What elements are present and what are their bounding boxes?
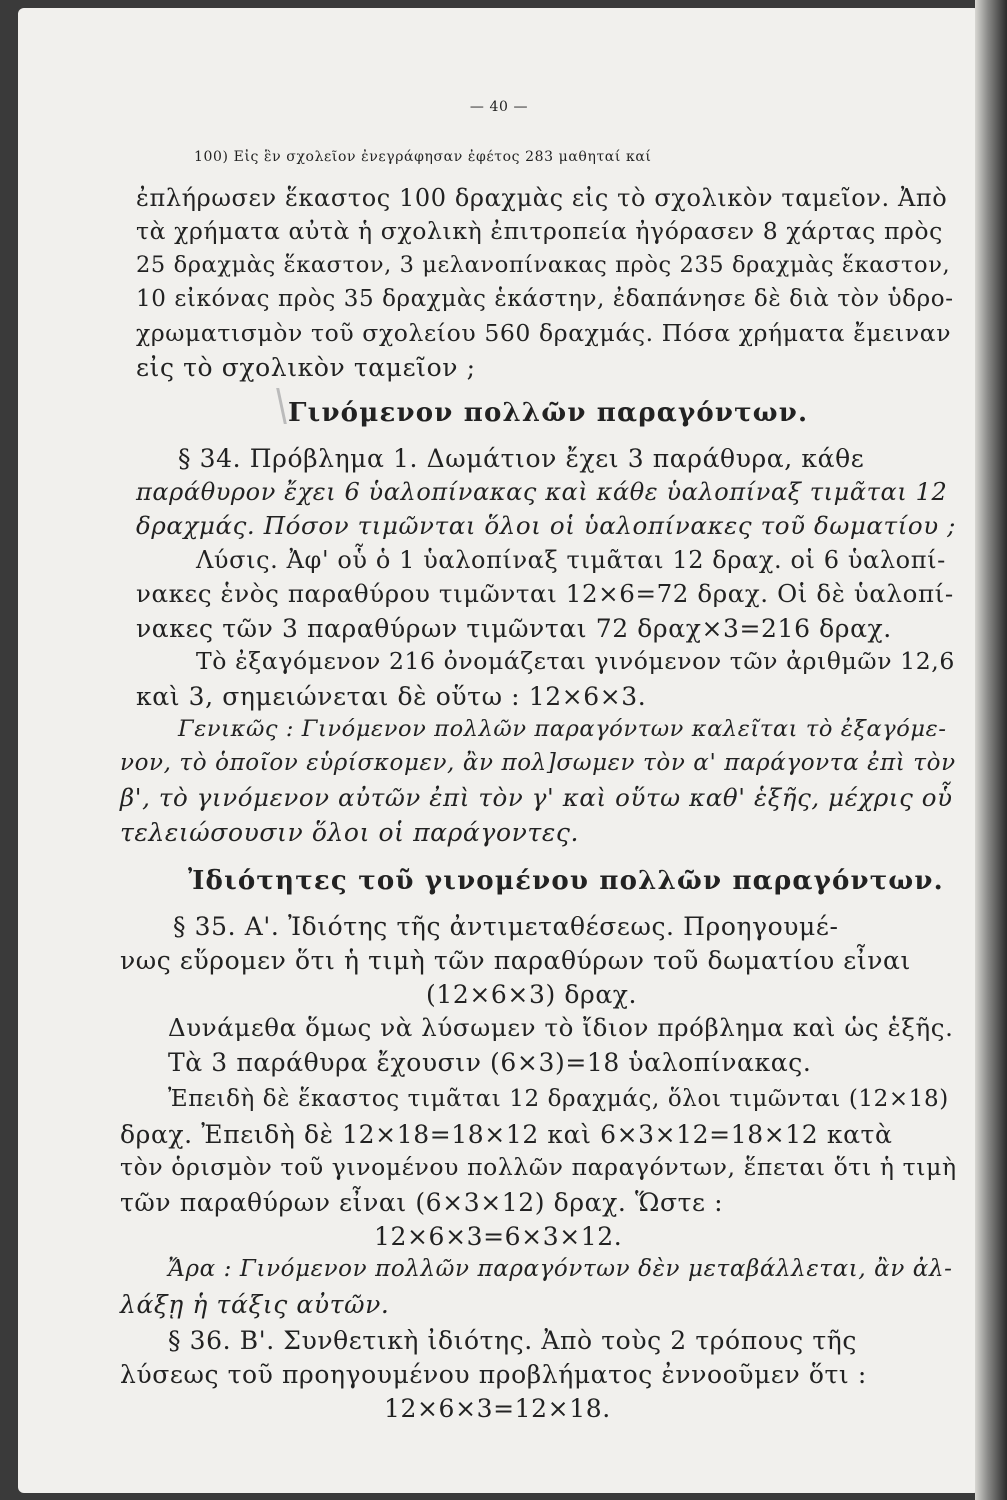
definition-line: Γενικῶς : Γινόμενον πολλῶν παραγόντων καλεῖται τὸ ἐξαγόμε- [178, 716, 947, 742]
text-line: λύσεως τοῦ προηγουμένου προβλήματος ἐννοοῦμεν ὅτι : [120, 1360, 867, 1389]
definition-line: β', τὸ γινόμενον αὐτῶν ἐπὶ τὸν γ' καὶ οὕτω καθ' ἑξῆς, μέχρις οὗ [120, 783, 953, 812]
rule-line: λάξῃ ἡ τάξις αὐτῶν. [120, 1290, 390, 1319]
formula-line: 12×6×3=12×18. [384, 1394, 611, 1423]
text-line: νακες τῶν 3 παραθύρων τιμῶνται 72 δραχ×3=216 δραχ. [136, 614, 892, 643]
text-line: 100) Εἰς ἓν σχολεῖον ἐνεγράφησαν ἐφέτος 283 μαθηταί καί [194, 149, 652, 165]
section-heading: Ἰδιότητες τοῦ γινομένου πολλῶν παραγόντων. [188, 866, 944, 896]
text-line: δραχ. Ἐπειδὴ δὲ 12×18=18×12 καὶ 6×3×12=18×12 κατὰ [120, 1120, 893, 1149]
definition-line: νον, τὸ ὁποῖον εὑρίσκομεν, ἂν πολ]σωμεν τὸν α' παράγοντα ἐπὶ τὸν [120, 750, 956, 776]
rule-line: Ἄρα : Γινόμενον πολλῶν παραγόντων δὲν μεταβάλλεται, ἂν ἀλ- [168, 1256, 953, 1282]
text-line: Τὰ 3 παράθυρα ἔχουσιν (6×3)=18 ὑαλοπίνακας. [168, 1048, 812, 1077]
text-line: 10 εἰκόνας πρὸς 35 δραχμὰς ἑκάστην, ἐδαπάνησε δὲ διὰ τὸν ὑδρο- [136, 286, 954, 312]
text-line: Λύσις. Ἀφ' οὗ ὁ 1 ὑαλοπίναξ τιμᾶται 12 δραχ. οἱ 6 ὑαλοπί- [196, 546, 946, 574]
text-line: τῶν παραθύρων εἶναι (6×3×12) δραχ. Ὥστε : [120, 1188, 724, 1217]
text-line: ἐπλήρωσεν ἕκαστος 100 δραχμὰς εἰς τὸ σχολικὸν ταμεῖον. Ἀπὸ [136, 184, 948, 212]
text-line: 25 δραχμὰς ἕκαστον, 3 μελανοπίνακας πρὸς 235 δραχμὰς ἕκαστον, [136, 252, 951, 278]
text-line: καὶ 3, σημειώνεται δὲ οὕτω : 12×6×3. [136, 682, 647, 711]
section-paragraph: § 36. Β'. Συνθετικὴ ἰδιότης. Ἀπὸ τοὺς 2 τρόπους τῆς [168, 1326, 857, 1355]
formula-line: (12×6×3) δραχ. [426, 980, 638, 1009]
binding-edge [975, 0, 1007, 1500]
text-line: νως εὕρομεν ὅτι ἡ τιμὴ τῶν παραθύρων τοῦ δωματίου εἶναι [120, 946, 911, 975]
text-line: Τὸ ἐξαγόμενον 216 ὀνομάζεται γινόμενον τῶν ἀριθμῶν 12,6 [196, 647, 955, 675]
text-line: νακες ἑνὸς παραθύρου τιμῶνται 12×6=72 δραχ. Οἱ δὲ ὑαλοπί- [136, 579, 954, 608]
section-paragraph: § 35. Α'. Ἰδιότης τῆς ἀντιμεταθέσεως. Προηγουμέ- [173, 912, 839, 941]
book-page [18, 8, 980, 1493]
definition-line: τελειώσουσιν ὅλοι οἱ παράγοντες. [120, 818, 579, 847]
text-line: εἰς τὸ σχολικὸν ταμεῖον ; [136, 353, 476, 382]
formula-line: 12×6×3=6×3×12. [374, 1222, 623, 1251]
text-line: τὰ χρήματα αὐτὰ ἡ σχολικὴ ἐπιτροπεία ἠγόρασεν 8 χάρτας πρὸς [136, 217, 943, 245]
text-line: Δυνάμεθα ὅμως νὰ λύσωμεν τὸ ἴδιον πρόβλημα καὶ ὡς ἑξῆς. [168, 1013, 954, 1042]
text-line: δραχμάς. Πόσον τιμῶνται ὅλοι οἱ ὑαλοπίνακες τοῦ δωματίου ; [136, 511, 957, 540]
text-line: Ἐπειδὴ δὲ ἕκαστος τιμᾶται 12 δραχμάς, ὅλοι τιμῶνται (12×18) [168, 1086, 949, 1112]
text-line: παράθυρον ἔχει 6 ὑαλοπίνακας καὶ κάθε ὑαλοπίναξ τιμᾶται 12 [136, 478, 948, 506]
text-line: χρωματισμὸν τοῦ σχολείου 560 δραχμάς. Πόσα χρήματα ἔμειναν [136, 319, 952, 347]
section-heading: Γινόμενον πολλῶν παραγόντων. [288, 398, 809, 428]
problem-heading: § 34. Πρόβλημα 1. Δωμάτιον ἔχει 3 παράθυρα, κάθε [178, 444, 865, 473]
text-line: τὸν ὁρισμὸν τοῦ γινομένου πολλῶν παραγόντων, ἕπεται ὅτι ἡ τιμὴ [120, 1153, 957, 1181]
page-number: — 40 — [469, 99, 529, 115]
